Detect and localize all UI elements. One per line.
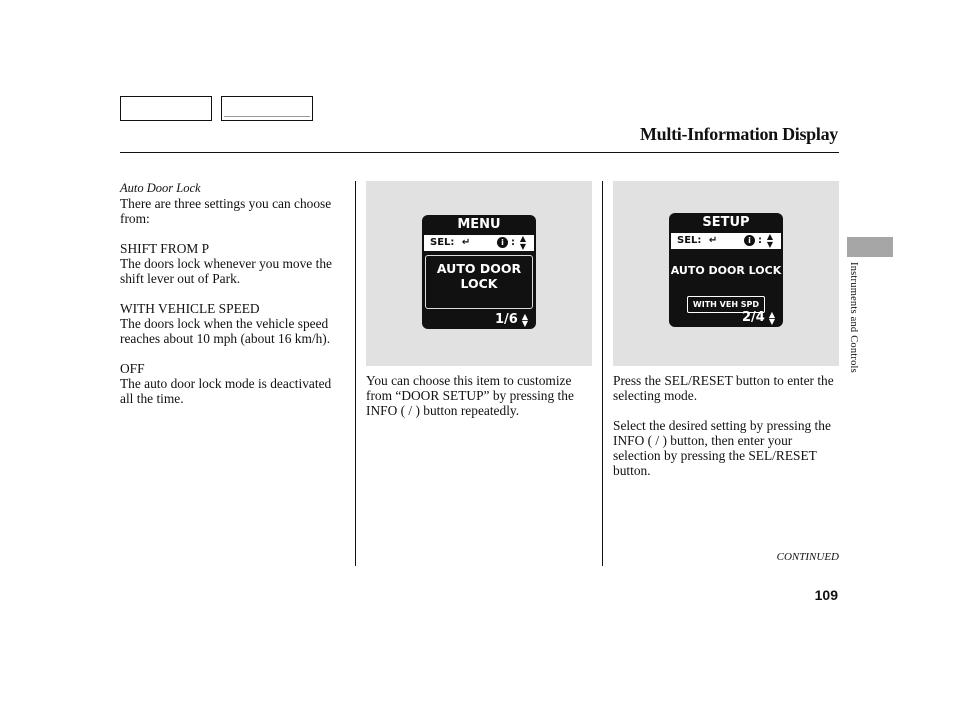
screen-line: AUTO DOOR LOCK — [670, 264, 782, 277]
option-name: WITH VEHICLE SPEED — [120, 301, 260, 316]
display-screen — [422, 215, 536, 329]
option-name: SHIFT FROM P — [120, 241, 210, 256]
column-select-setting — [613, 373, 841, 493]
subheading: Auto Door Lock — [120, 181, 201, 195]
screen-title: MENU — [457, 217, 501, 232]
column-auto-door-lock — [120, 181, 345, 421]
column-divider — [355, 181, 356, 566]
enter-arrow-icon: ↵ — [708, 235, 718, 246]
option-desc: The doors lock whenever you move the shift lever out of Park. — [120, 256, 332, 286]
sel-bar: SEL: ↵ i : ▲ ▼ — [424, 235, 534, 251]
sel-label: SEL — [430, 237, 451, 248]
display-illustration-menu — [366, 181, 592, 366]
header-rule — [120, 152, 839, 153]
screen-line: LOCK — [460, 276, 498, 291]
column-door-setup — [366, 373, 592, 433]
option-name: OFF — [120, 361, 145, 376]
sel-bar: SEL: ↵ i : ▲ ▼ — [671, 233, 781, 249]
up-down-arrows-icon: ▲ ▼ — [519, 234, 526, 251]
nav-box-next[interactable] — [221, 96, 313, 121]
screen-title: SETUP — [702, 215, 750, 230]
continued-label: CONTINUED — [776, 551, 839, 563]
intro-text: There are three settings you can choose from: — [120, 196, 332, 226]
page-indicator: 2/4 ▲ ▼ — [742, 309, 775, 326]
column-divider — [602, 181, 603, 566]
body-text: Select the desired setting by pressing the INFO ( / ) button, then enter your selection by pressing the SEL/RESET button. — [613, 418, 831, 478]
sel-label: SEL — [677, 235, 698, 246]
up-down-arrows-icon: ▲ ▼ — [766, 232, 773, 249]
option-desc: The doors lock when the vehicle speed reaches about 10 mph (about 16 km/h). — [120, 316, 331, 346]
info-icon: i — [497, 237, 508, 248]
page-indicator: 1/6 ▲ ▼ — [495, 311, 528, 328]
nav-box-previous[interactable] — [120, 96, 212, 121]
up-down-arrows-icon: ▲ ▼ — [521, 311, 528, 328]
display-screen — [669, 213, 783, 327]
section-tab — [847, 237, 893, 257]
screen-line: AUTO DOOR — [436, 261, 522, 276]
enter-arrow-icon: ↵ — [461, 237, 471, 248]
section-title: Multi-Information Display — [639, 124, 838, 144]
display-illustration-setup — [613, 181, 839, 366]
up-down-arrows-icon: ▲ ▼ — [768, 309, 775, 326]
option-pill: WITH VEH SPD — [687, 296, 765, 313]
option-desc: The auto door lock mode is deactivated all the time. — [120, 376, 332, 406]
section-tab-label: Instruments and Controls — [848, 262, 859, 373]
body-text: You can choose this item to customize from “DOOR SETUP” by pressing the INFO ( / ) button repeatedly. — [366, 373, 574, 418]
page-number: 109 — [814, 587, 838, 603]
screen-body — [425, 255, 533, 309]
info-icon: i — [744, 235, 755, 246]
body-text: Press the SEL/RESET button to enter the selecting mode. — [613, 373, 834, 403]
